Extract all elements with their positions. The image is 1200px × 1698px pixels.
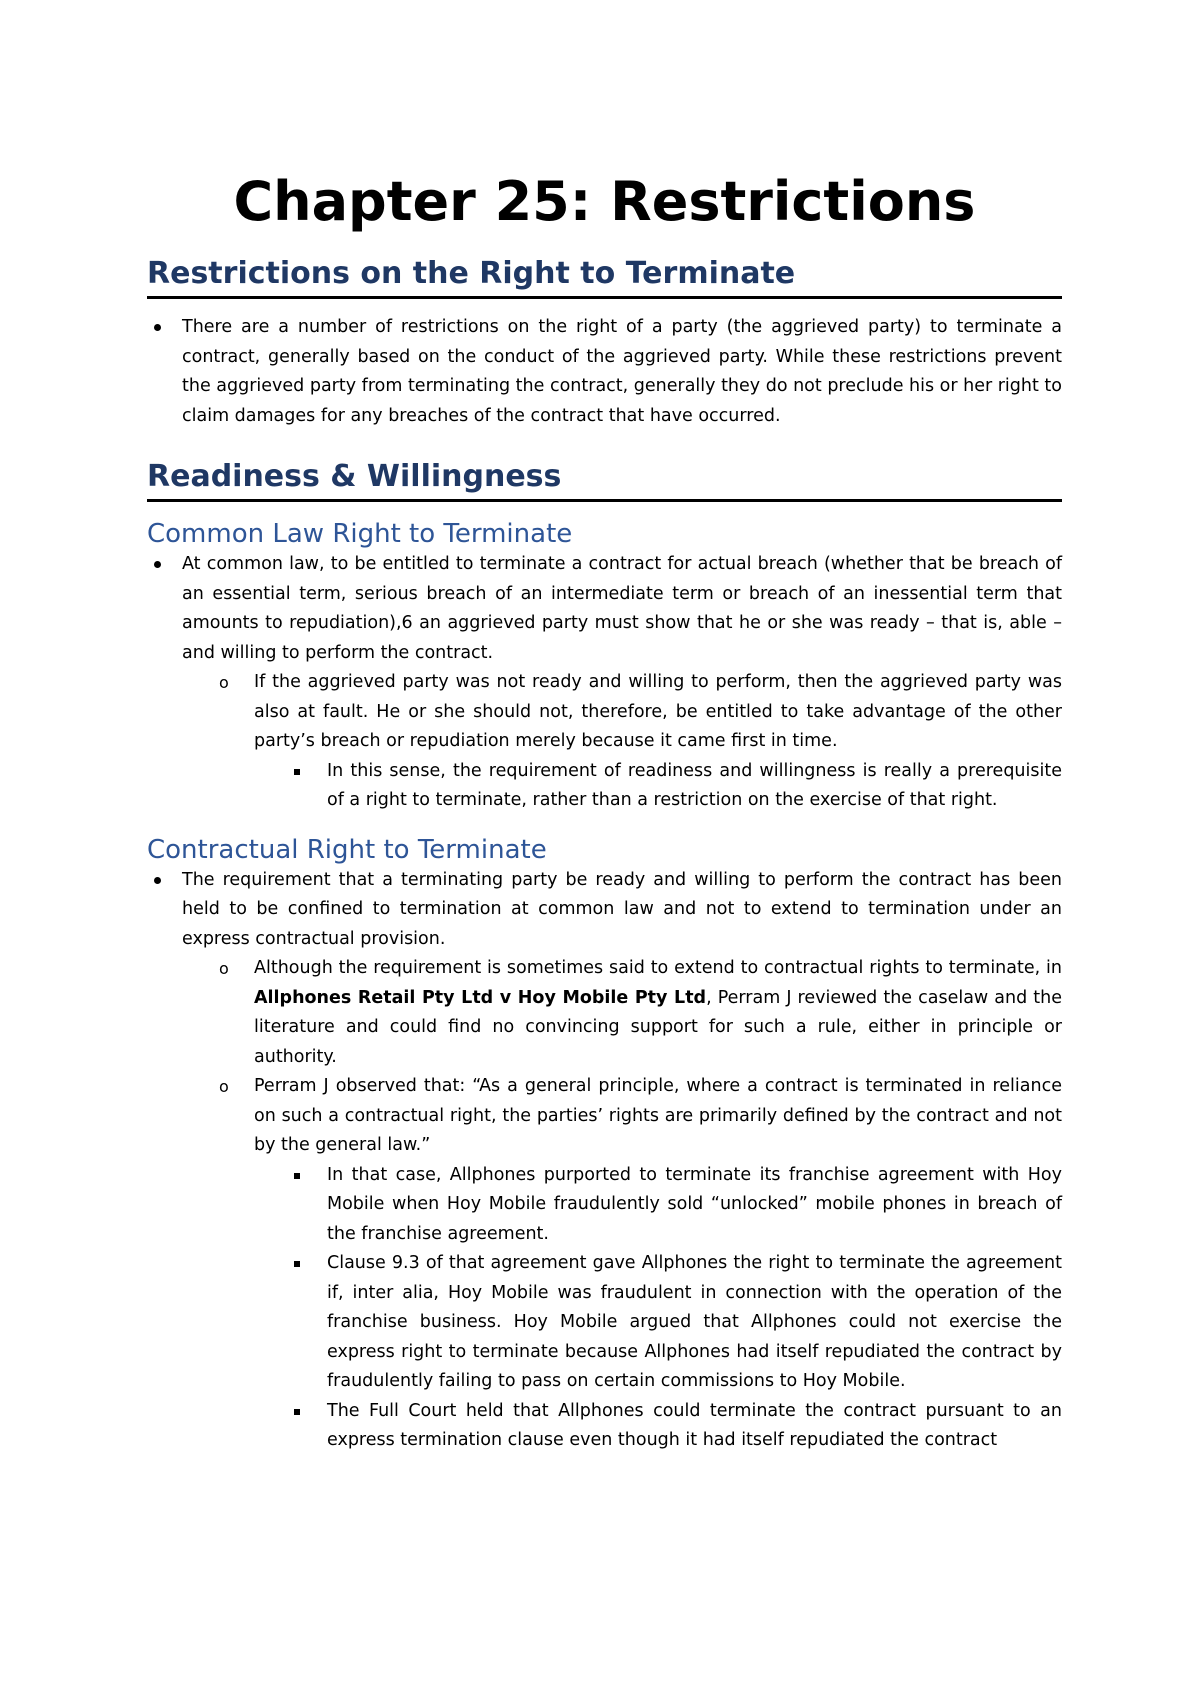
circle-bullet-icon: o [219,1077,229,1096]
paragraph-text: At common law, to be entitled to terminate a contract for actual breach (whether that be breach of an essential term, serious breach of an intermediate term or breach of an inessential term that amounts to repudiation),6 an aggrieved party must show that he or she was ready – that is, able – and willing to perform the contract. [182,554,1062,663]
subheading-contractual: Contractual Right to Terminate [147,834,547,865]
square-bullet-icon [294,769,300,775]
square-bullet-icon [294,1261,300,1267]
case-name: Allphones Retail Pty Ltd v Hoy Mobile Pty Ltd [254,987,707,1008]
paragraph-text: If the aggrieved party was not ready and willing to perform, then the aggrieved party was also at fault. He or she should not, therefore, be entitled to take advantage of the other party’s breach or repudiation merely because it came first in time. [254,672,1062,751]
bullet-icon [154,877,161,884]
square-bullet-icon [294,1173,300,1179]
paragraph-text-post: , Perram J reviewed the caselaw and the literature and could find no convincing support for such a rule, either in principle or authority. [254,987,1062,1067]
list-item [182,313,1062,431]
paragraph-text: Perram J observed that: “As a general principle, where a contract is terminated in reliance on such a contractual right, the parties’ rights are primarily defined by the contract and not by the general law.” [254,1076,1062,1155]
bullet-icon [154,324,161,331]
square-bullet-icon [294,1409,300,1415]
list-item [219,954,1062,1072]
list-item [327,1397,1062,1456]
paragraph-text: In that case, Allphones purported to terminate its franchise agreement with Hoy Mobile when Hoy Mobile fraudulently sold “unlocked” mobile phones in breach of the franchise agreement. [327,1164,1062,1244]
list-item [327,1161,1062,1250]
paragraph-text: Clause 9.3 of that agreement gave Allphones the right to terminate the agreement if, inter alia, Hoy Mobile was fraudulent in connection with the operation of the franchise business. Hoy Mobile argued that Allphones could not exercise the express right to terminate because Allphones had itself repudiated the contract by fraudulently failing to pass on certain commissions to Hoy Mobile. [327,1253,1062,1391]
bullet-icon [154,561,161,568]
list-item [182,866,1062,955]
list-item [219,668,1062,757]
section-heading-restrictions: Restrictions on the Right to Terminate [147,256,1062,299]
list-item [219,1072,1062,1161]
list-item [327,757,1062,816]
list-item [327,1249,1062,1397]
subheading-common-law: Common Law Right to Terminate [147,519,573,549]
paragraph-text-pre: Although the requirement is sometimes said to extend to contractual rights to terminate, in [254,958,1062,978]
circle-bullet-icon: o [219,673,229,692]
list-item [182,550,1062,668]
circle-bullet-icon: o [219,959,229,978]
paragraph-text: The Full Court held that Allphones could terminate the contract pursuant to an express termination clause even though it had itself repudiated the contract [327,1400,1062,1450]
paragraph-text: In this sense, the requirement of readiness and willingness is really a prerequisite of a right to terminate, rather than a restriction on the exercise of that right. [327,760,1062,810]
section-heading-readiness: Readiness & Willingness [147,459,1062,502]
page-title: Chapter 25: Restrictions [233,170,976,233]
document-body [147,168,1062,1456]
paragraph-text: The requirement that a terminating party be ready and willing to perform the contract has been held to be confined to termination at common law and not to extend to termination under an express contractual provision. [182,869,1062,949]
paragraph-text: There are a number of restrictions on the right of a party (the aggrieved party) to terminate a contract, generally based on the conduct of the aggrieved party. While these restrictions prevent the aggrieved party from terminating the contract, generally they do not preclude his or her right to claim damages for any breaches of the contract that have occurred. [182,317,1062,426]
